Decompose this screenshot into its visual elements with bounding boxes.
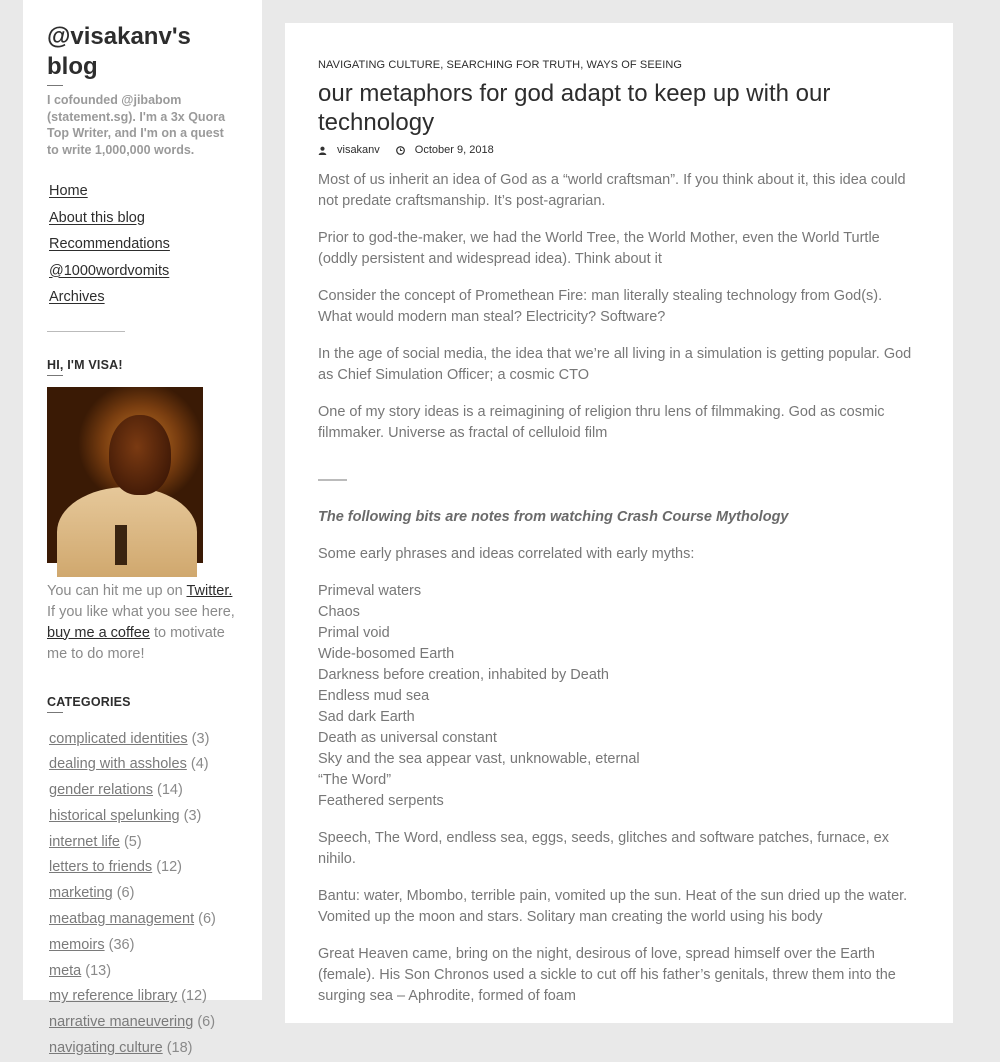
list-item bbox=[49, 778, 238, 804]
main-menu bbox=[49, 178, 238, 311]
avatar-jacket bbox=[57, 487, 197, 577]
avatar-tie bbox=[115, 525, 127, 565]
post-category-link[interactable]: SEARCHING FOR TRUTH bbox=[446, 59, 581, 71]
menu-item-1000wordvomits bbox=[49, 258, 238, 285]
list-item bbox=[49, 907, 238, 933]
category-count: (13) bbox=[85, 962, 112, 979]
category-count: (12) bbox=[156, 859, 182, 876]
phrase-line: Primal void bbox=[318, 625, 390, 641]
menu-link-about[interactable]: About this blog bbox=[49, 209, 145, 226]
category-link[interactable]: dealing with assholes bbox=[49, 756, 187, 773]
category-count: (36) bbox=[108, 936, 135, 953]
post-paragraph: Prior to god-the-maker, we had the World Tree, the World Mother, even the World Turtle (oddly persistent and widespread idea). Think about it bbox=[318, 230, 880, 267]
widget-underline bbox=[47, 712, 63, 713]
menu-link-recommendations[interactable]: Recommendations bbox=[49, 236, 170, 252]
avatar-head bbox=[109, 415, 171, 495]
post-author-link[interactable]: visakanv bbox=[337, 144, 380, 156]
post-paragraph: One of my story ideas is a reimagining of religion thru lens of filmmaking. God as cosmic filmmaker. Universe as fractal of celluloid film bbox=[318, 404, 885, 441]
site-title-link[interactable]: @visakanv's blog bbox=[47, 23, 191, 80]
category-link[interactable]: navigating culture bbox=[49, 1040, 163, 1057]
post-rule: —— bbox=[318, 472, 347, 488]
phrase-line: Feathered serpents bbox=[318, 793, 444, 809]
post-paragraph: Consider the concept of Promethean Fire: man literally stealing technology from God(s). What would modern man steal? Electricity? Software? bbox=[318, 288, 883, 325]
post-title: our metaphors for god adapt to keep up with our technology bbox=[318, 80, 831, 136]
category-link[interactable]: internet life bbox=[49, 833, 120, 850]
category-link[interactable]: memoirs bbox=[49, 936, 105, 953]
avatar-photo bbox=[47, 387, 203, 563]
list-item bbox=[49, 959, 238, 985]
menu-link-archives[interactable]: Archives bbox=[49, 289, 105, 305]
category-count: (6) bbox=[197, 1014, 216, 1031]
category-link[interactable]: my reference library bbox=[49, 988, 178, 1005]
menu-item-archives bbox=[49, 284, 238, 311]
post-paragraph: Speech, The Word, endless sea, eggs, seeds, glitches and software patches, furnace, ex nihilo. bbox=[318, 830, 889, 867]
post-category-link[interactable]: NAVIGATING CULTURE bbox=[318, 59, 441, 71]
list-item bbox=[49, 1036, 238, 1062]
post-date-link[interactable]: October 9, 2018 bbox=[414, 144, 494, 156]
category-link[interactable]: marketing bbox=[49, 885, 113, 902]
category-count: (6) bbox=[198, 911, 216, 928]
post-article bbox=[285, 23, 953, 1023]
post-paragraph: In the age of social media, the idea that we’re all living in a simulation is getting popular. God as Chief Simulation Officer; a cosmic CTO bbox=[318, 346, 912, 383]
bio-mid: If you like what you see here, bbox=[47, 603, 235, 620]
category-count: (5) bbox=[123, 833, 142, 850]
menu-link-home[interactable]: Home bbox=[49, 183, 88, 199]
post-categories: NAVIGATING CULTURE, SEARCHING FOR TRUTH, WAYS OF SEEING bbox=[318, 59, 683, 71]
post-paragraph: Great Heaven came, bring on the night, desirous of love, spread himself over the Earth (female). His Son Chronos used a sickle to cut off his father’s genitals, threw them into the surging sea – Aphrodite, formed of foam bbox=[318, 946, 896, 1004]
category-count: (4) bbox=[190, 756, 209, 773]
about-widget-title bbox=[47, 358, 123, 372]
category-count: (12) bbox=[181, 988, 207, 1005]
twitter-link[interactable]: Twitter. bbox=[186, 582, 233, 599]
widget-underline bbox=[47, 375, 63, 376]
clock-icon bbox=[396, 146, 405, 155]
post-category-link[interactable]: WAYS OF SEEING bbox=[586, 59, 683, 71]
site-title[interactable] bbox=[47, 22, 238, 84]
buy-coffee-link[interactable]: buy me a coffee bbox=[47, 624, 150, 641]
phrase-line: “The Word” bbox=[318, 772, 392, 788]
category-count: (18) bbox=[166, 1040, 193, 1057]
phrase-line: Death as universal constant bbox=[318, 730, 497, 746]
notes-intro: Some early phrases and ideas correlated with early myths: bbox=[318, 546, 695, 562]
menu-link-1000wordvomits[interactable]: @1000wordvomits bbox=[49, 262, 170, 279]
post-paragraph: Bantu: water, Mbombo, terrible pain, vomited up the sun. Heat of the sun dried up the water. Vomited up the moon and stars. Solitary man creating the world using his body bbox=[318, 888, 908, 925]
post-paragraph: Most of us inherit an idea of God as a “world craftsman”. If you think about it, this idea could not predate craftsmanship. It’s post-agrarian. bbox=[318, 172, 906, 209]
list-item bbox=[49, 855, 238, 881]
phrases-list bbox=[318, 581, 920, 812]
post-meta bbox=[318, 144, 920, 156]
menu-item-about bbox=[49, 205, 238, 232]
about-widget-title-text: HI, I'M VISA! bbox=[47, 357, 123, 372]
list-item bbox=[49, 933, 238, 959]
category-link[interactable]: historical spelunking bbox=[49, 807, 180, 824]
phrase-line: Endless mud sea bbox=[318, 688, 430, 704]
title-underline bbox=[47, 85, 63, 86]
sidebar-divider bbox=[47, 331, 125, 332]
category-count: (3) bbox=[183, 807, 202, 824]
phrase-line: Chaos bbox=[318, 604, 360, 620]
phrase-line: Sky and the sea appear vast, unknowable, eternal bbox=[318, 751, 640, 767]
list-item bbox=[49, 752, 238, 778]
category-link[interactable]: narrative maneuvering bbox=[49, 1014, 194, 1031]
list-item bbox=[49, 830, 238, 856]
list-item bbox=[49, 881, 238, 907]
bio-post: to motivate me to do more! bbox=[47, 624, 225, 662]
list-item bbox=[49, 804, 238, 830]
list-item bbox=[49, 1010, 238, 1036]
post-body bbox=[318, 170, 920, 1007]
category-link[interactable]: gender relations bbox=[49, 782, 153, 799]
phrase-line: Sad dark Earth bbox=[318, 709, 415, 725]
categories-list bbox=[49, 727, 238, 1062]
category-link[interactable]: meatbag management bbox=[49, 911, 195, 928]
categories-widget-title-text: CATEGORIES bbox=[47, 694, 131, 709]
menu-item-recommendations bbox=[49, 231, 238, 258]
categories-widget-title bbox=[47, 695, 131, 709]
list-item bbox=[49, 727, 238, 753]
list-item bbox=[49, 984, 238, 1010]
category-link[interactable]: complicated identities bbox=[49, 730, 188, 747]
phrase-line: Darkness before creation, inhabited by Death bbox=[318, 667, 609, 683]
phrase-line: Wide-bosomed Earth bbox=[318, 646, 455, 662]
bio-text bbox=[47, 581, 238, 665]
sidebar bbox=[23, 0, 262, 1057]
menu-item-home bbox=[49, 178, 238, 205]
site-tagline: I cofounded @jibabom (statement.sg). I'm a 3x Quora Top Writer, and I'm on a quest to write 1,000,000 words. bbox=[47, 93, 226, 157]
category-count: (14) bbox=[157, 782, 183, 799]
notes-heading: The following bits are notes from watching Crash Course Mythology bbox=[318, 509, 789, 525]
user-icon bbox=[318, 146, 327, 155]
category-link[interactable]: meta bbox=[49, 962, 82, 979]
category-link[interactable]: letters to friends bbox=[49, 859, 153, 876]
category-count: (6) bbox=[116, 885, 135, 902]
category-count: (3) bbox=[191, 730, 210, 747]
phrase-line: Primeval waters bbox=[318, 583, 422, 599]
bio-pre: You can hit me up on bbox=[47, 582, 187, 599]
